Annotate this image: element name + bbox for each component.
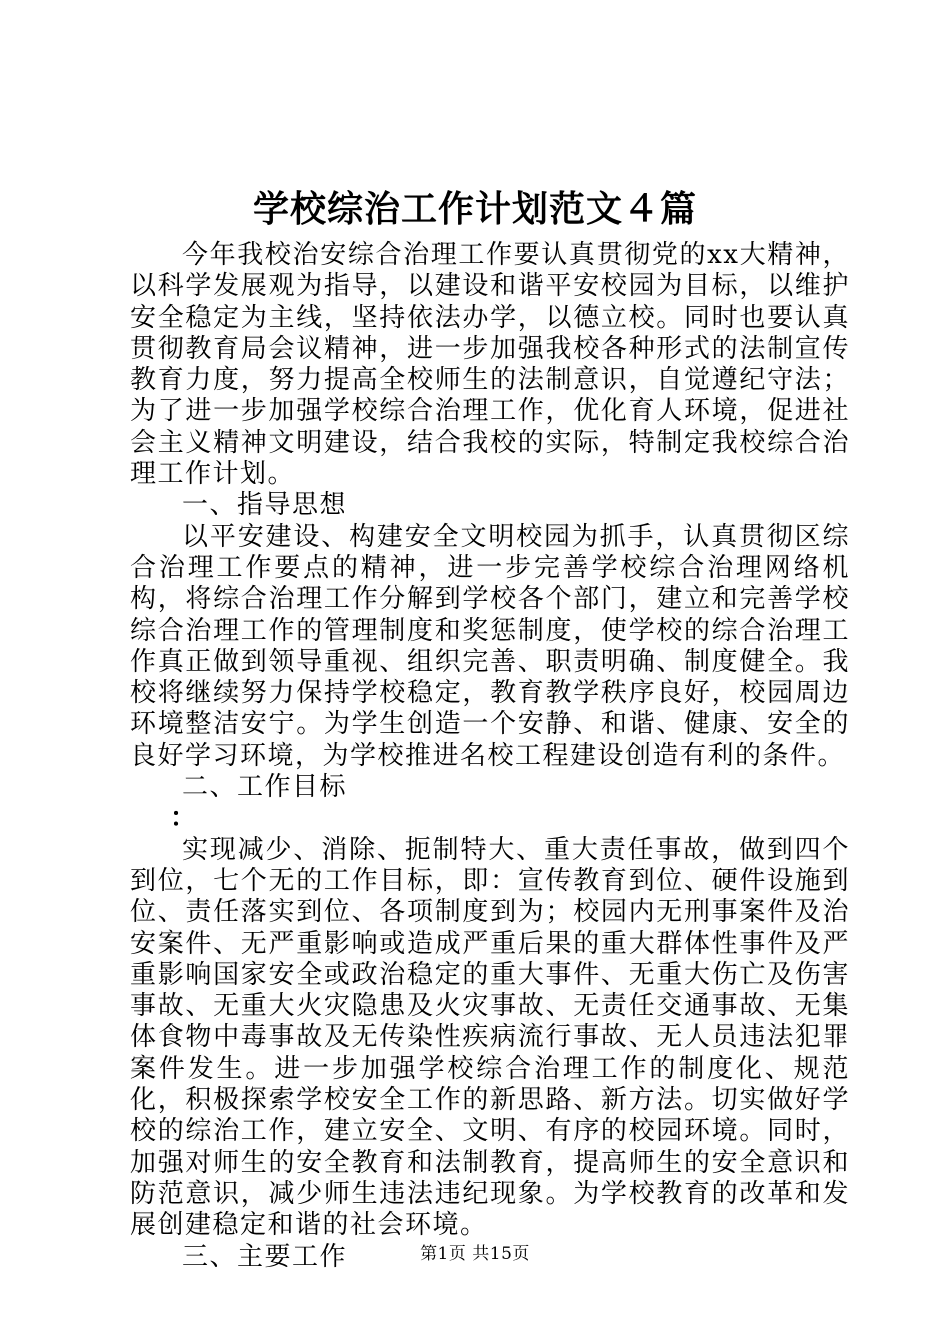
section-heading-goals: 二、工作目标	[182, 772, 348, 803]
goals-paragraph: 实现减少、消除、扼制特大、重大责任事故，做到四个到位，七个无的工作目标，即：宣传教育到位、硬件设施到位、责任落实到位、各项制度到为；校园内无刑事案件及治安案件、无严重影响或造成严重后果的重大群体性事件及严重影响国家安全或政治稳定的重大事件、无重大伤亡及伤害事故、无重大火灾隐患及火灾事故、无责任交通事故、无集体食物中毒事故及无传染性疾病流行事故、无人员违法犯罪案件发生。进一步加强学校综合治理工作的制度化、规范化，积极探索学校安全工作的新思路、新方法。切实做好学校的综治工作，建立安全、文明、有序的校园环境。同时，加强对师生的安全教育和法制教育，提高师生的安全意识和防范意识，减少师生违法违纪现象。为学校教育的改革和发展创建稳定和谐的社会环境。	[130, 834, 850, 1241]
document-title: 学校综治工作计划范文４篇	[252, 188, 697, 230]
section-heading-main-work: 三、主要工作	[182, 1241, 348, 1272]
page-footer: 第1页 共15页	[420, 1244, 530, 1264]
document-body	[130, 240, 850, 1273]
colon-line: ：	[170, 803, 197, 834]
section-heading-guiding: 一、指导思想	[182, 490, 348, 521]
guiding-paragraph: 以平安建设、构建安全文明校园为抓手，认真贯彻区综合治理工作要点的精神，进一步完善学校综合治理网络机构，将综合治理工作分解到学校各个部门，建立和完善学校综合治理工作的管理制度和奖惩制度，使学校的综合治理工作真正做到领导重视、组织完善、职责明确、制度健全。我校将继续努力保持学校稳定，教育教学秩序良好，校园周边环境整洁安宁。为学生创造一个安静、和谐、健康、安全的良好学习环境，为学校推进名校工程建设创造有利的条件。	[130, 521, 850, 771]
intro-paragraph: 今年我校治安综合治理工作要认真贯彻党的xx大精神，以科学发展观为指导，以建设和谐平安校园为目标，以维护安全稳定为主线，坚持依法办学，以德立校。同时也要认真贯彻教育局会议精神，进一步加强我校各种形式的法制宣传教育力度，努力提高全校师生的法制意识，自觉遵纪守法；为了进一步加强学校综合治理工作，优化育人环境，促进社会主义精神文明建设，结合我校的实际，特制定我校综合治理工作计划。	[130, 240, 850, 490]
